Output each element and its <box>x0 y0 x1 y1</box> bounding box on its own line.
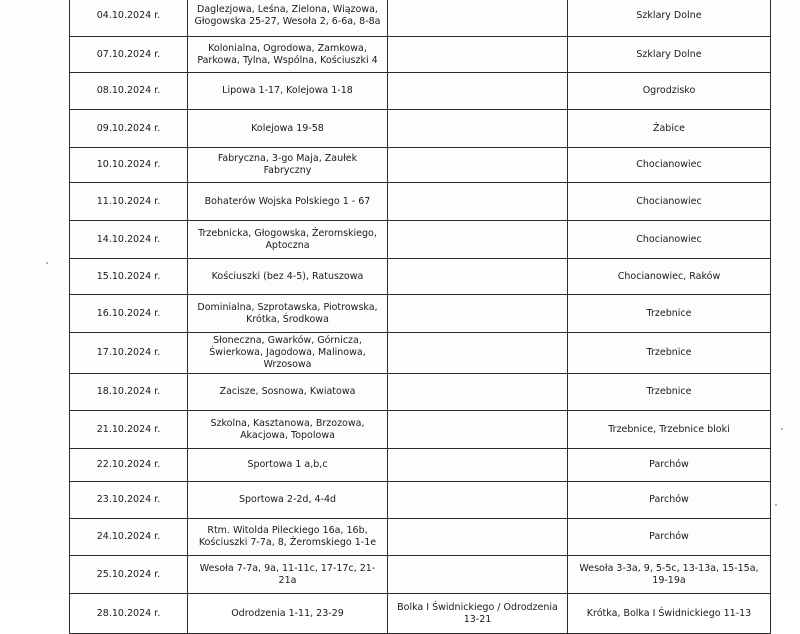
extra-cell <box>388 37 568 73</box>
scan-speck <box>781 428 783 430</box>
table-row <box>70 73 771 110</box>
table-row <box>70 183 771 221</box>
place-cell: Wesoła 3-3a, 9, 5-5c, 13-13a, 15-15a, 19-19a <box>568 556 771 594</box>
streets-cell: Rtm. Witolda Pileckiego 16a, 16b, Kościuszki 7-7a, 8, Żeromskiego 1-1e <box>188 519 388 556</box>
place-cell: Parchów <box>568 519 771 556</box>
streets-cell: Dominialna, Szprotawska, Piotrowska, Krótka, Środkowa <box>188 295 388 333</box>
streets-cell: Wesoła 7-7a, 9a, 11-11c, 17-17c, 21-21a <box>188 556 388 594</box>
extra-cell <box>388 110 568 148</box>
table-row <box>70 221 771 259</box>
table-row <box>70 37 771 73</box>
table-row <box>70 482 771 519</box>
place-cell: Chocianowiec <box>568 148 771 183</box>
extra-cell: Bolka I Świdnickiego / Odrodzenia 13-21 <box>388 594 568 634</box>
place-cell: Chocianowiec, Raków <box>568 259 771 295</box>
extra-cell <box>388 295 568 333</box>
extra-cell <box>388 259 568 295</box>
date-cell: 11.10.2024 r. <box>70 183 188 221</box>
place-cell: Trzebnice, Trzebnice bloki <box>568 411 771 449</box>
place-cell: Trzebnice <box>568 333 771 374</box>
extra-cell <box>388 333 568 374</box>
streets-cell: Fabryczna, 3-go Maja, Zaułek Fabryczny <box>188 148 388 183</box>
date-cell: 25.10.2024 r. <box>70 556 188 594</box>
extra-cell <box>388 148 568 183</box>
date-cell: 04.10.2024 r. <box>70 0 188 37</box>
extra-cell <box>388 556 568 594</box>
date-cell: 22.10.2024 r. <box>70 449 188 482</box>
table-row <box>70 295 771 333</box>
table-row <box>70 0 771 37</box>
streets-cell: Kościuszki (bez 4-5), Ratuszowa <box>188 259 388 295</box>
streets-cell: Słoneczna, Gwarków, Górnicza, Świerkowa, Jagodowa, Malinowa, Wrzosowa <box>188 333 388 374</box>
place-cell: Trzebnice <box>568 295 771 333</box>
table-row <box>70 556 771 594</box>
place-cell: Żabice <box>568 110 771 148</box>
date-cell: 21.10.2024 r. <box>70 411 188 449</box>
place-cell: Parchów <box>568 482 771 519</box>
date-cell: 28.10.2024 r. <box>70 594 188 634</box>
streets-cell: Kolonialna, Ogrodowa, Zamkowa, Parkowa, Tylna, Wspólna, Kościuszki 4 <box>188 37 388 73</box>
table-row <box>70 333 771 374</box>
extra-cell <box>388 449 568 482</box>
streets-cell: Sportowa 2-2d, 4-4d <box>188 482 388 519</box>
scan-speck <box>46 262 48 264</box>
place-cell: Trzebnice <box>568 374 771 411</box>
date-cell: 18.10.2024 r. <box>70 374 188 411</box>
place-cell: Parchów <box>568 449 771 482</box>
streets-cell: Trzebnicka, Głogowska, Żeromskiego, Aptoczna <box>188 221 388 259</box>
scan-speck <box>775 504 777 506</box>
date-cell: 07.10.2024 r. <box>70 37 188 73</box>
streets-cell: Kolejowa 19-58 <box>188 110 388 148</box>
place-cell: Szklary Dolne <box>568 0 771 37</box>
streets-cell: Bohaterów Wojska Polskiego 1 - 67 <box>188 183 388 221</box>
table-row <box>70 374 771 411</box>
date-cell: 17.10.2024 r. <box>70 333 188 374</box>
streets-cell: Daglezjowa, Leśna, Zielona, Wiązowa, Głogowska 25-27, Wesoła 2, 6-6a, 8-8a <box>188 0 388 37</box>
extra-cell <box>388 519 568 556</box>
date-cell: 16.10.2024 r. <box>70 295 188 333</box>
table-row <box>70 259 771 295</box>
streets-cell: Odrodzenia 1-11, 23-29 <box>188 594 388 634</box>
extra-cell <box>388 0 568 37</box>
place-cell: Krótka, Bolka I Świdnickiego 11-13 <box>568 594 771 634</box>
date-cell: 24.10.2024 r. <box>70 519 188 556</box>
date-cell: 14.10.2024 r. <box>70 221 188 259</box>
streets-cell: Lipowa 1-17, Kolejowa 1-18 <box>188 73 388 110</box>
date-cell: 15.10.2024 r. <box>70 259 188 295</box>
streets-cell: Szkolna, Kasztanowa, Brzozowa, Akacjowa, Topolowa <box>188 411 388 449</box>
table-row <box>70 110 771 148</box>
streets-cell: Zacisze, Sosnowa, Kwiatowa <box>188 374 388 411</box>
table-row <box>70 148 771 183</box>
extra-cell <box>388 73 568 110</box>
extra-cell <box>388 374 568 411</box>
table-row <box>70 594 771 634</box>
table-row <box>70 411 771 449</box>
date-cell: 23.10.2024 r. <box>70 482 188 519</box>
place-cell: Chocianowiec <box>568 221 771 259</box>
place-cell: Chocianowiec <box>568 183 771 221</box>
extra-cell <box>388 482 568 519</box>
extra-cell <box>388 411 568 449</box>
date-cell: 10.10.2024 r. <box>70 148 188 183</box>
extra-cell <box>388 221 568 259</box>
table-row <box>70 519 771 556</box>
place-cell: Ogrodzisko <box>568 73 771 110</box>
table-row <box>70 449 771 482</box>
streets-cell: Sportowa 1 a,b,c <box>188 449 388 482</box>
extra-cell <box>388 183 568 221</box>
date-cell: 08.10.2024 r. <box>70 73 188 110</box>
place-cell: Szklary Dolne <box>568 37 771 73</box>
collection-schedule-table <box>69 0 771 634</box>
date-cell: 09.10.2024 r. <box>70 110 188 148</box>
